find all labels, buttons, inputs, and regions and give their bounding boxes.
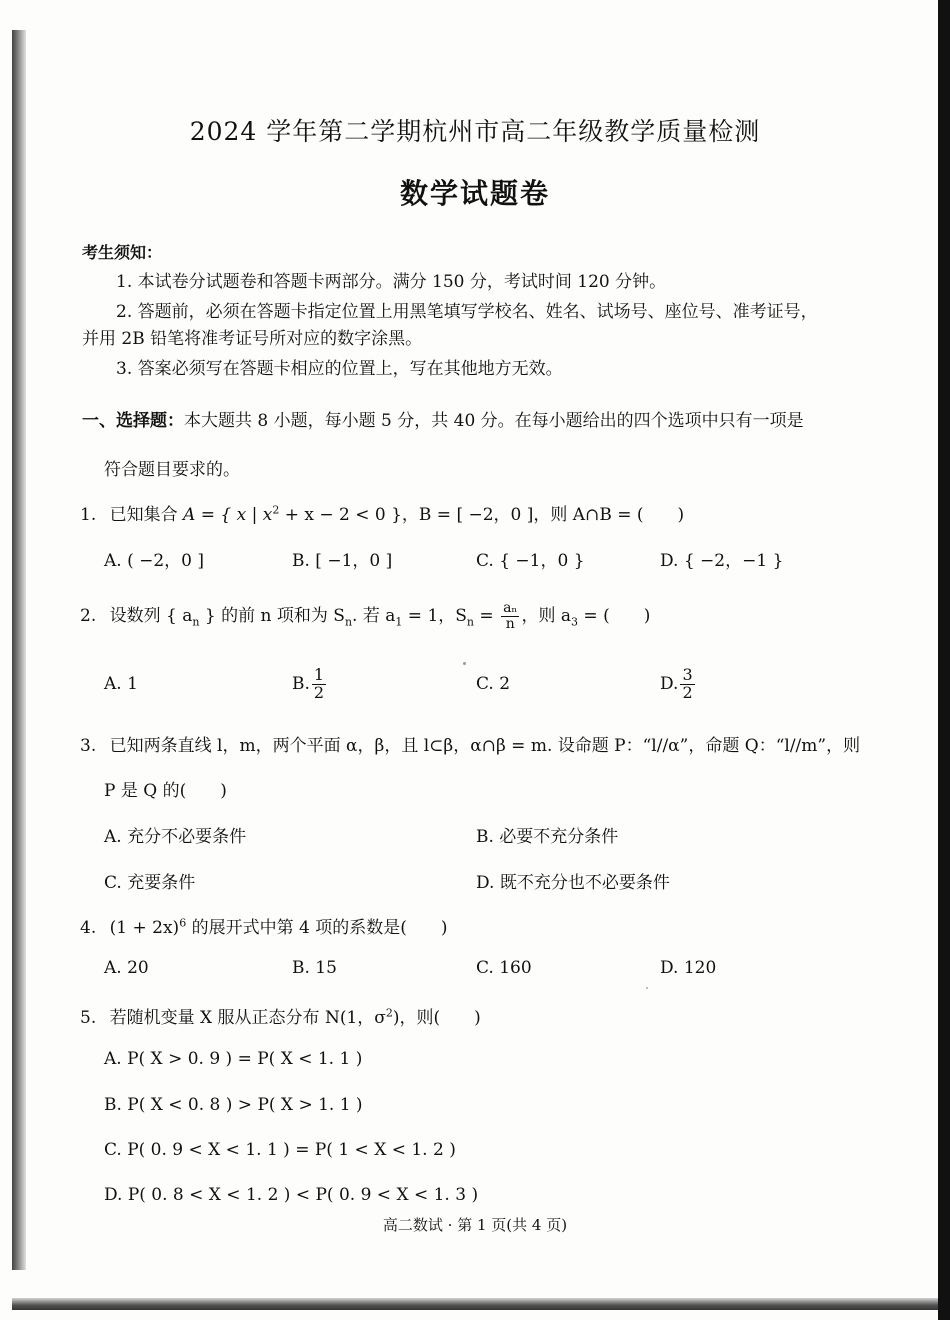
- question-stem: 若随机变量 X 服从正态分布 N(1，σ: [109, 1008, 386, 1028]
- option-a: A. 20: [104, 958, 149, 978]
- subscript: n: [466, 615, 474, 629]
- question-stem: + x − 2 < 0 }，B = [ −2，0 ]，则 A∩B = ( ): [279, 505, 685, 525]
- subscript: 1: [395, 615, 403, 629]
- question-stem: =: [474, 606, 500, 626]
- option-label: D.: [660, 674, 679, 694]
- option-d: [660, 662, 697, 706]
- question-3: [80, 731, 860, 756]
- question-stem: (1 + 2x): [109, 918, 180, 938]
- scan-speck: [463, 662, 466, 665]
- exponent: 2: [272, 503, 280, 517]
- subscript: n: [344, 615, 353, 629]
- option-d: D. 既不充分也不必要条件: [476, 873, 670, 893]
- section-heading: [82, 406, 804, 431]
- question-stem: } 的前 n 项和为 S: [199, 606, 345, 626]
- fraction: [501, 601, 519, 631]
- fraction-denominator: 2: [313, 683, 325, 702]
- question-number: 5.: [80, 1008, 97, 1028]
- question-stem: . 若 a: [352, 606, 396, 626]
- question-5: [80, 1003, 481, 1028]
- notice-item: 1. 本试卷分试题卷和答题卡两部分。满分 150 分，考试时间 120 分钟。: [116, 272, 667, 292]
- option-a: A. ( −2，0 ]: [104, 551, 205, 571]
- option-c: C. 2: [476, 674, 511, 694]
- option-d: D. 120: [660, 958, 717, 978]
- question-stem: 的展开式中第 4 项的系数是( ): [186, 918, 448, 938]
- question-stem: )，则( ): [392, 1008, 481, 1028]
- question-stem: = 1，S: [402, 606, 467, 626]
- question-stem: A = { x | x: [183, 505, 273, 525]
- question-1: [80, 500, 684, 525]
- exponent: 2: [385, 1006, 393, 1020]
- option-b: B. 15: [292, 958, 337, 978]
- question-number: 1.: [80, 505, 97, 525]
- fraction: [312, 667, 326, 702]
- question-stem: 已知集合: [109, 505, 184, 525]
- question-stem: 已知两条直线 l，m，两个平面 α，β，且 l⊂β，α∩β = m. 设命题 P：“l//α”，命题 Q：“l//m”，则: [109, 736, 861, 756]
- notice-item: 2. 答题前，必须在答题卡指定位置上用黑笔填写学校名、姓名、试场号、座位号、准考证号，: [116, 302, 818, 322]
- section-description: 本大题共 8 小题，每小题 5 分，共 40 分。在每小题给出的四个选项中只有一项是: [184, 411, 804, 431]
- question-number: 2.: [80, 606, 97, 626]
- option-a: A. 1: [104, 674, 138, 694]
- notice-heading: 考生须知：: [82, 243, 163, 262]
- scan-speck: [646, 987, 648, 989]
- option-c: C. P( 0. 9 < X < 1. 1 ) = P( 1 < X < 1. 2 ): [104, 1140, 456, 1160]
- scan-edge-left: [12, 30, 26, 1270]
- question-number: 4.: [80, 918, 97, 938]
- question-stem: ，则 a: [521, 606, 572, 626]
- question-stem-cont: P 是 Q 的( ): [104, 781, 227, 801]
- fraction-numerator: aₙ: [503, 600, 518, 617]
- question-number: 3.: [80, 736, 97, 756]
- fraction-denominator: 2: [682, 683, 693, 702]
- fraction-numerator: 3: [682, 665, 693, 685]
- option-c: C. { −1，0 }: [476, 551, 585, 571]
- option-d: D. P( 0. 8 < X < 1. 2 ) < P( 0. 9 < X < 1. 3 ): [104, 1185, 479, 1205]
- notice-item: 3. 答案必须写在答题卡相应的位置上，写在其他地方无效。: [116, 359, 563, 379]
- fraction-denominator: n: [505, 616, 515, 632]
- scan-edge-bottom: [12, 1298, 942, 1310]
- subscript: 3: [571, 615, 579, 629]
- exponent: 6: [179, 916, 187, 930]
- notice-item: 并用 2B 铅笔将准考证号所对应的数字涂黑。: [82, 329, 423, 349]
- question-stem: 设数列 { a: [109, 606, 193, 626]
- section-label: 一、选择题：: [82, 411, 184, 431]
- option-a: A. 充分不必要条件: [104, 827, 247, 847]
- option-a: A. P( X > 0. 9 ) = P( X < 1. 1 ): [104, 1049, 363, 1069]
- option-b: [292, 662, 328, 706]
- option-c: C. 充要条件: [104, 873, 196, 893]
- question-stem: = ( ): [578, 606, 651, 626]
- exam-title: 2024 学年第二学期杭州市高二年级教学质量检测: [189, 117, 761, 146]
- option-b: B. [ −1，0 ]: [292, 551, 393, 571]
- question-4: [80, 913, 447, 938]
- question-2: [80, 594, 650, 638]
- fraction-numerator: 1: [313, 665, 325, 685]
- option-b: B. 必要不充分条件: [476, 827, 619, 847]
- option-label: B.: [292, 674, 310, 694]
- subscript: n: [192, 615, 200, 629]
- option-d: D. { −2，−1 }: [660, 551, 784, 571]
- page-footer: 高二数试 · 第 1 页(共 4 页): [382, 1216, 568, 1234]
- subject-title: 数学试题卷: [399, 177, 550, 210]
- option-c: C. 160: [476, 958, 532, 978]
- section-description-cont: 符合题目要求的。: [104, 460, 240, 480]
- fraction: [680, 667, 694, 702]
- option-b: B. P( X < 0. 8 ) > P( X > 1. 1 ): [104, 1095, 363, 1115]
